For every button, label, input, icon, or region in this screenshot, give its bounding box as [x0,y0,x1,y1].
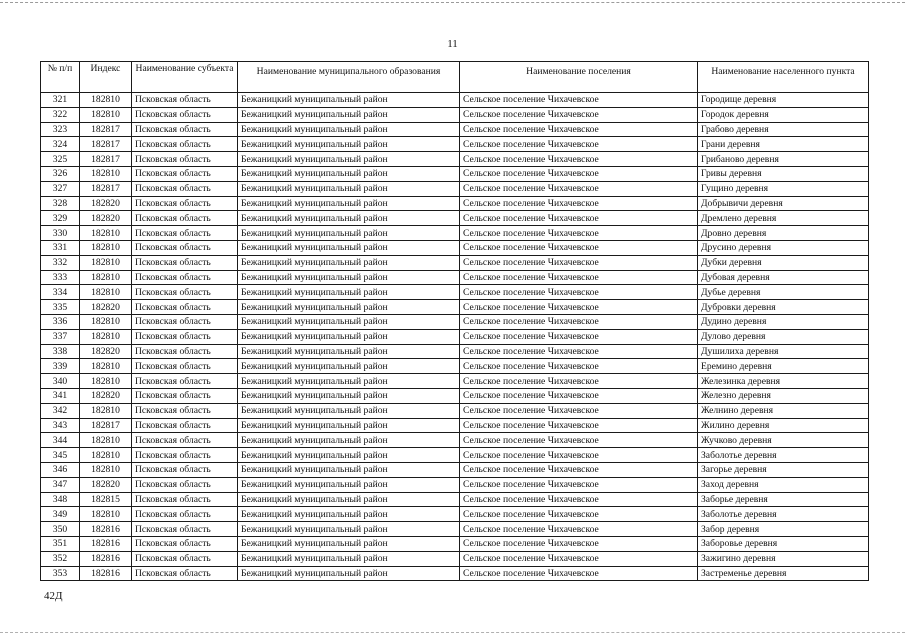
cell-subject: Псковская область [132,300,238,315]
table-row [41,270,869,285]
header-num: № п/п [41,62,80,93]
cell-num: 332 [41,255,80,270]
table-row [41,314,869,329]
cell-index: 182820 [80,196,132,211]
cell-municipality: Бежаницкий муниципальный район [238,418,460,433]
table-row [41,196,869,211]
table-row [41,507,869,522]
cell-settlement: Сельское поселение Чихачевское [460,122,698,137]
table-row [41,211,869,226]
cell-municipality: Бежаницкий муниципальный район [238,344,460,359]
cell-locality: Дудино деревня [698,314,869,329]
cell-settlement: Сельское поселение Чихачевское [460,329,698,344]
cell-settlement: Сельское поселение Чихачевское [460,507,698,522]
table-body [41,93,869,581]
cell-subject: Псковская область [132,285,238,300]
table-row [41,166,869,181]
cell-index: 182810 [80,448,132,463]
cell-index: 182820 [80,344,132,359]
cell-index: 182816 [80,536,132,551]
table-row [41,329,869,344]
cell-settlement: Сельское поселение Чихачевское [460,314,698,329]
cell-index: 182817 [80,152,132,167]
cell-settlement: Сельское поселение Чихачевское [460,492,698,507]
cell-settlement: Сельское поселение Чихачевское [460,255,698,270]
cell-index: 182810 [80,359,132,374]
cell-municipality: Бежаницкий муниципальный район [238,374,460,389]
cell-subject: Псковская область [132,211,238,226]
header-locality: Наименование населенного пункта [698,62,869,93]
cell-subject: Псковская область [132,329,238,344]
cell-subject: Псковская область [132,314,238,329]
cell-index: 182817 [80,181,132,196]
cell-settlement: Сельское поселение Чихачевское [460,418,698,433]
cell-num: 350 [41,522,80,537]
cell-settlement: Сельское поселение Чихачевское [460,211,698,226]
cell-subject: Псковская область [132,240,238,255]
cell-settlement: Сельское поселение Чихачевское [460,344,698,359]
cell-subject: Псковская область [132,344,238,359]
cell-num: 327 [41,181,80,196]
cell-settlement: Сельское поселение Чихачевское [460,448,698,463]
cell-settlement: Сельское поселение Чихачевское [460,536,698,551]
table-row [41,492,869,507]
cell-settlement: Сельское поселение Чихачевское [460,107,698,122]
table-row [41,122,869,137]
cell-locality: Гущино деревня [698,181,869,196]
table-row [41,285,869,300]
cell-num: 325 [41,152,80,167]
cell-locality: Жилино деревня [698,418,869,433]
cell-settlement: Сельское поселение Чихачевское [460,152,698,167]
scan-edge-bottom [0,632,905,633]
cell-subject: Псковская область [132,388,238,403]
cell-settlement: Сельское поселение Чихачевское [460,181,698,196]
table-row [41,226,869,241]
cell-num: 342 [41,403,80,418]
cell-municipality: Бежаницкий муниципальный район [238,492,460,507]
cell-num: 335 [41,300,80,315]
cell-index: 182820 [80,300,132,315]
cell-locality: Застременье деревня [698,566,869,581]
cell-num: 344 [41,433,80,448]
cell-num: 348 [41,492,80,507]
cell-subject: Псковская область [132,181,238,196]
cell-index: 182810 [80,433,132,448]
cell-municipality: Бежаницкий муниципальный район [238,211,460,226]
table-row [41,137,869,152]
cell-municipality: Бежаницкий муниципальный район [238,448,460,463]
cell-index: 182810 [80,93,132,108]
cell-locality: Городище деревня [698,93,869,108]
cell-locality: Загорье деревня [698,462,869,477]
cell-num: 333 [41,270,80,285]
cell-subject: Псковская область [132,403,238,418]
page-number: 11 [447,38,458,50]
cell-subject: Псковская область [132,551,238,566]
cell-index: 182810 [80,107,132,122]
cell-index: 182816 [80,566,132,581]
cell-index: 182810 [80,462,132,477]
cell-num: 345 [41,448,80,463]
cell-municipality: Бежаницкий муниципальный район [238,359,460,374]
cell-locality: Добрывичи деревня [698,196,869,211]
table-row [41,344,869,359]
cell-municipality: Бежаницкий муниципальный район [238,314,460,329]
cell-locality: Зажигино деревня [698,551,869,566]
table-row [41,388,869,403]
cell-index: 182810 [80,285,132,300]
cell-settlement: Сельское поселение Чихачевское [460,359,698,374]
cell-municipality: Бежаницкий муниципальный район [238,255,460,270]
cell-index: 182820 [80,388,132,403]
table-row [41,255,869,270]
cell-index: 182820 [80,477,132,492]
header-municipality: Наименование муниципального образования [238,62,460,93]
cell-locality: Дремлено деревня [698,211,869,226]
cell-num: 334 [41,285,80,300]
header-subject: Наименование субъекта [132,62,238,93]
table-row [41,181,869,196]
cell-num: 326 [41,166,80,181]
cell-subject: Псковская область [132,462,238,477]
cell-subject: Псковская область [132,507,238,522]
cell-num: 352 [41,551,80,566]
cell-settlement: Сельское поселение Чихачевское [460,166,698,181]
cell-settlement: Сельское поселение Чихачевское [460,226,698,241]
cell-index: 182810 [80,240,132,255]
table-row [41,403,869,418]
header-index: Индекс [80,62,132,93]
cell-municipality: Бежаницкий муниципальный район [238,240,460,255]
cell-num: 351 [41,536,80,551]
cell-settlement: Сельское поселение Чихачевское [460,93,698,108]
table-header-row [41,62,869,93]
cell-num: 331 [41,240,80,255]
cell-settlement: Сельское поселение Чихачевское [460,137,698,152]
cell-num: 328 [41,196,80,211]
cell-subject: Псковская область [132,566,238,581]
cell-locality: Железно деревня [698,388,869,403]
cell-municipality: Бежаницкий муниципальный район [238,122,460,137]
cell-settlement: Сельское поселение Чихачевское [460,551,698,566]
cell-index: 182817 [80,418,132,433]
cell-municipality: Бежаницкий муниципальный район [238,507,460,522]
cell-locality: Заход деревня [698,477,869,492]
cell-index: 182810 [80,270,132,285]
cell-municipality: Бежаницкий муниципальный район [238,226,460,241]
cell-locality: Заборье деревня [698,492,869,507]
cell-municipality: Бежаницкий муниципальный район [238,536,460,551]
cell-settlement: Сельское поселение Чихачевское [460,285,698,300]
table-row [41,566,869,581]
cell-locality: Грибаново деревня [698,152,869,167]
cell-subject: Псковская область [132,196,238,211]
cell-locality: Дровно деревня [698,226,869,241]
cell-num: 353 [41,566,80,581]
cell-index: 182810 [80,166,132,181]
cell-index: 182817 [80,122,132,137]
cell-municipality: Бежаницкий муниципальный район [238,522,460,537]
cell-num: 346 [41,462,80,477]
cell-subject: Псковская область [132,226,238,241]
cell-settlement: Сельское поселение Чихачевское [460,403,698,418]
cell-settlement: Сельское поселение Чихачевское [460,566,698,581]
cell-subject: Псковская область [132,492,238,507]
cell-settlement: Сельское поселение Чихачевское [460,388,698,403]
table-row [41,300,869,315]
cell-subject: Псковская область [132,93,238,108]
cell-locality: Дубки деревня [698,255,869,270]
cell-locality: Дубровки деревня [698,300,869,315]
cell-locality: Дубье деревня [698,285,869,300]
cell-municipality: Бежаницкий муниципальный район [238,166,460,181]
cell-subject: Псковская область [132,448,238,463]
localities-table [40,61,869,581]
cell-subject: Псковская область [132,122,238,137]
footer-code: 42Д [44,590,63,602]
cell-municipality: Бежаницкий муниципальный район [238,403,460,418]
cell-municipality: Бежаницкий муниципальный район [238,152,460,167]
cell-locality: Дубовая деревня [698,270,869,285]
table-row [41,433,869,448]
cell-settlement: Сельское поселение Чихачевское [460,433,698,448]
cell-subject: Псковская область [132,522,238,537]
cell-municipality: Бежаницкий муниципальный район [238,196,460,211]
cell-subject: Псковская область [132,477,238,492]
cell-num: 337 [41,329,80,344]
cell-num: 338 [41,344,80,359]
cell-num: 324 [41,137,80,152]
table-row [41,448,869,463]
cell-num: 322 [41,107,80,122]
cell-num: 336 [41,314,80,329]
cell-index: 182810 [80,314,132,329]
cell-municipality: Бежаницкий муниципальный район [238,551,460,566]
table-row [41,240,869,255]
cell-settlement: Сельское поселение Чихачевское [460,522,698,537]
cell-municipality: Бежаницкий муниципальный район [238,107,460,122]
table-row [41,418,869,433]
cell-municipality: Бежаницкий муниципальный район [238,270,460,285]
cell-municipality: Бежаницкий муниципальный район [238,300,460,315]
cell-index: 182810 [80,255,132,270]
cell-subject: Псковская область [132,359,238,374]
table-row [41,536,869,551]
cell-index: 182820 [80,211,132,226]
cell-settlement: Сельское поселение Чихачевское [460,270,698,285]
cell-locality: Заболотье деревня [698,507,869,522]
cell-subject: Псковская область [132,374,238,389]
cell-num: 330 [41,226,80,241]
cell-num: 321 [41,93,80,108]
cell-index: 182810 [80,226,132,241]
cell-locality: Заборовье деревня [698,536,869,551]
cell-locality: Заболотье деревня [698,448,869,463]
cell-subject: Псковская область [132,137,238,152]
cell-locality: Железинка деревня [698,374,869,389]
cell-num: 340 [41,374,80,389]
cell-index: 182816 [80,551,132,566]
cell-subject: Псковская область [132,270,238,285]
table-row [41,551,869,566]
table-row [41,462,869,477]
cell-index: 182810 [80,374,132,389]
cell-municipality: Бежаницкий муниципальный район [238,329,460,344]
cell-municipality: Бежаницкий муниципальный район [238,181,460,196]
cell-num: 329 [41,211,80,226]
cell-municipality: Бежаницкий муниципальный район [238,285,460,300]
cell-index: 182816 [80,522,132,537]
cell-num: 339 [41,359,80,374]
table-row [41,374,869,389]
cell-num: 349 [41,507,80,522]
cell-num: 347 [41,477,80,492]
cell-locality: Городок деревня [698,107,869,122]
cell-locality: Грабово деревня [698,122,869,137]
cell-num: 323 [41,122,80,137]
scan-edge-top [0,2,905,3]
cell-subject: Псковская область [132,152,238,167]
cell-locality: Желнино деревня [698,403,869,418]
cell-locality: Друсино деревня [698,240,869,255]
header-settlement: Наименование поселения [460,62,698,93]
cell-municipality: Бежаницкий муниципальный район [238,137,460,152]
cell-municipality: Бежаницкий муниципальный район [238,477,460,492]
cell-municipality: Бежаницкий муниципальный район [238,93,460,108]
cell-settlement: Сельское поселение Чихачевское [460,300,698,315]
cell-locality: Гривы деревня [698,166,869,181]
cell-index: 182810 [80,403,132,418]
cell-num: 343 [41,418,80,433]
table-row [41,152,869,167]
cell-index: 182810 [80,329,132,344]
cell-settlement: Сельское поселение Чихачевское [460,462,698,477]
table-row [41,93,869,108]
cell-municipality: Бежаницкий муниципальный район [238,462,460,477]
cell-subject: Псковская область [132,433,238,448]
cell-num: 341 [41,388,80,403]
cell-subject: Псковская область [132,166,238,181]
cell-municipality: Бежаницкий муниципальный район [238,388,460,403]
cell-locality: Грани деревня [698,137,869,152]
cell-index: 182810 [80,507,132,522]
cell-locality: Дулово деревня [698,329,869,344]
table-row [41,477,869,492]
cell-locality: Забор деревня [698,522,869,537]
table-row [41,359,869,374]
cell-settlement: Сельское поселение Чихачевское [460,374,698,389]
cell-locality: Душилиха деревня [698,344,869,359]
cell-locality: Жучково деревня [698,433,869,448]
cell-municipality: Бежаницкий муниципальный район [238,566,460,581]
cell-settlement: Сельское поселение Чихачевское [460,240,698,255]
cell-settlement: Сельское поселение Чихачевское [460,196,698,211]
table-row [41,522,869,537]
cell-settlement: Сельское поселение Чихачевское [460,477,698,492]
cell-municipality: Бежаницкий муниципальный район [238,433,460,448]
cell-index: 182817 [80,137,132,152]
cell-subject: Псковская область [132,536,238,551]
table-row [41,107,869,122]
cell-subject: Псковская область [132,255,238,270]
cell-subject: Псковская область [132,107,238,122]
cell-subject: Псковская область [132,418,238,433]
cell-index: 182815 [80,492,132,507]
cell-locality: Еремино деревня [698,359,869,374]
